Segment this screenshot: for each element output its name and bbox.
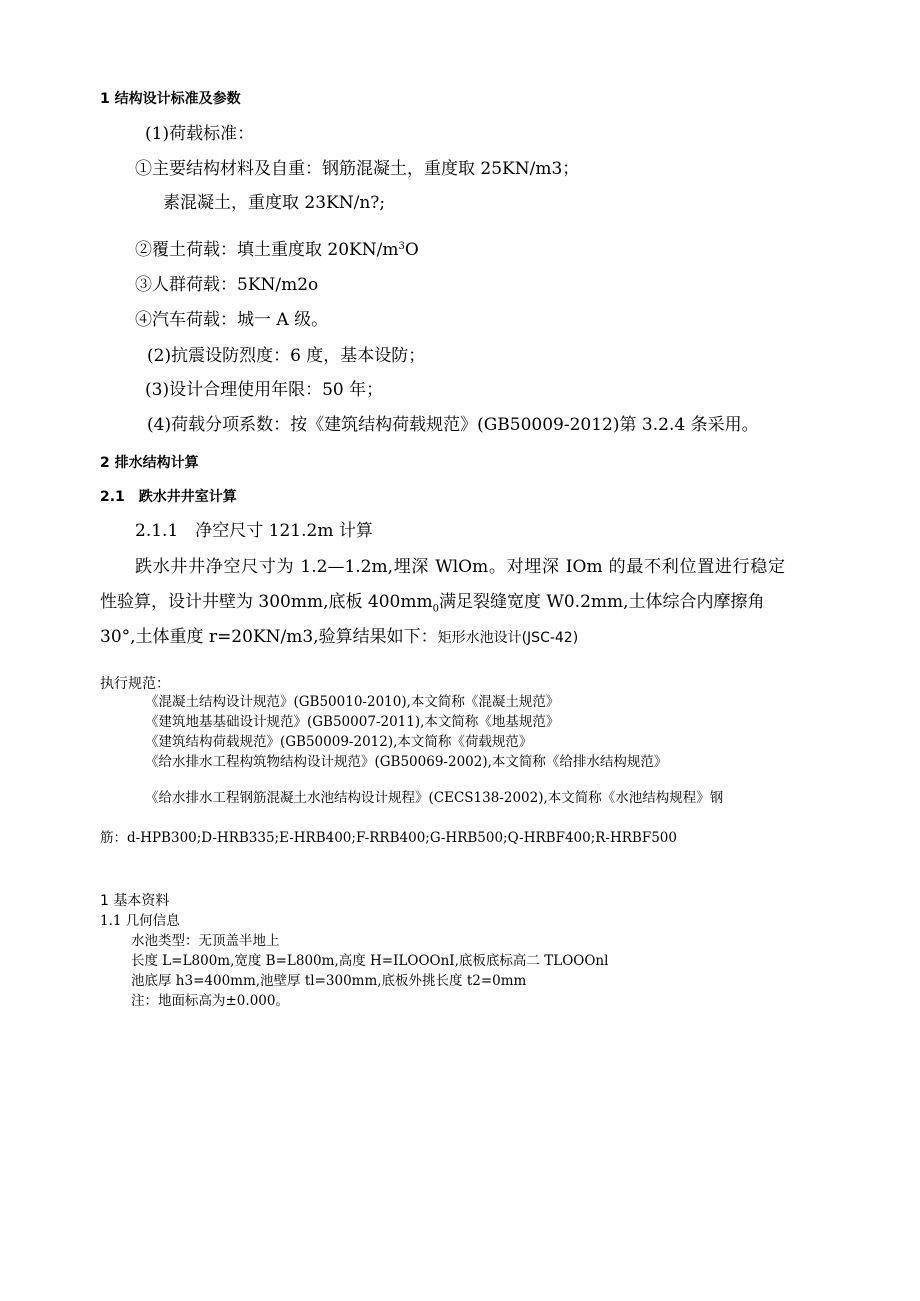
load-standard-heading: (1)荷载标准： — [145, 124, 255, 144]
soil-cover-load-tail: O — [404, 240, 419, 260]
vehicle-load-item: ④汽车荷载：城一 A 级。 — [135, 310, 329, 330]
code-load: 《建筑结构荷载规范》(GB50009-2012),本文简称《荷载规范》 — [145, 734, 533, 750]
geometry-heading: 1.1 几何信息 — [100, 913, 180, 929]
crowd-load-item: ③人群荷载：5KN∕m2o — [135, 275, 319, 295]
paragraph-line-2-subscript: 0 — [432, 603, 439, 615]
paragraph-line-1: 跌水井井净空尺寸为 1.2—1.2m,埋深 WlOm。对埋深 IOm 的最不利位置进行稳定 — [135, 557, 785, 577]
seismic-intensity-item: (2)抗震设防烈度：6 度，基本设防； — [147, 346, 426, 366]
subsubsection-heading-clearance: 2.1.1 净空尺寸 121.2m 计算 — [135, 521, 373, 541]
paragraph-line-2-tail: 满足裂缝宽度 W0.2mm,土体综合内摩擦角 — [438, 592, 765, 612]
subsection-heading-drop-well: 2.1 跌水井井室计算 — [100, 489, 237, 505]
plain-concrete-weight: 素混凝土，重度取 23KN/n?; — [163, 193, 386, 213]
pool-type: 水池类型：无顶盖半地上 — [131, 933, 280, 949]
service-life-item: (3)设计合理使用年限：50 年； — [145, 380, 384, 400]
pool-thickness: 池底厚 h3=400mm,池壁厚 tl=300mm,底板外挑长度 t2=0mm — [131, 973, 527, 989]
load-factor-item: (4)荷载分项系数：按《建筑结构荷载规范》(GB50009-2012)第 3.2.4 条采用。 — [147, 415, 759, 435]
code-concrete: 《混凝土结构设计规范》(GB50010-2010),本文简称《混凝土规范》 — [145, 694, 560, 710]
paragraph-line-2 — [100, 594, 765, 614]
soil-cover-load-item — [135, 242, 419, 259]
soil-cover-load-superscript: 3 — [398, 241, 405, 252]
section-heading-structural-standards: 1 结构设计标准及参数 — [100, 91, 241, 107]
material-weight-item: ①主要结构材料及自重：钢筋混凝土，重度取 25KN/m3； — [135, 159, 580, 179]
paragraph-line-2-text: 性验算，设计井壁为 300mm,底板 400mm — [100, 592, 433, 612]
paragraph-line-3-text: 30°,土体重度 r=20KN∕m3,验算结果如下： — [100, 627, 438, 647]
code-foundation: 《建筑地基基础设计规范》(GB50007-2011),本文简称《地基规范》 — [145, 714, 560, 730]
paragraph-line-3 — [100, 629, 578, 646]
pool-dimensions: 长度 L=L800m,宽度 B=L800m,高度 H=ILOOOnI,底板底标高二 TLOOOnl — [131, 953, 609, 969]
ground-elevation-note: 注：地面标高为±0.000。 — [131, 993, 289, 1009]
soil-cover-load-text: ②覆土荷载：填土重度取 20KN∕m — [135, 240, 399, 260]
section-heading-drainage: 2 排水结构计算 — [100, 455, 199, 471]
basic-data-heading: 1 基本资料 — [100, 893, 170, 909]
pool-design-program-label: 矩形水池设计(JSC-42) — [437, 630, 579, 646]
code-water-structures: 《给水排水工程构筑物结构设计规范》(GB50069-2002),本文简称《给排水结构规范》 — [145, 754, 668, 770]
codes-label: 执行规范： — [100, 676, 170, 692]
code-pool-structure: 《给水排水工程钢筋混凝土水池结构设计规程》(CECS138-2002),本文简称《水池结构规程》钢 — [145, 790, 724, 806]
rebar-grades: 筋：d-HPB300;D-HRB335;E-HRB400;F-RRB400;G-HRB500;Q-HRBF400;R-HRBF500 — [100, 830, 677, 846]
